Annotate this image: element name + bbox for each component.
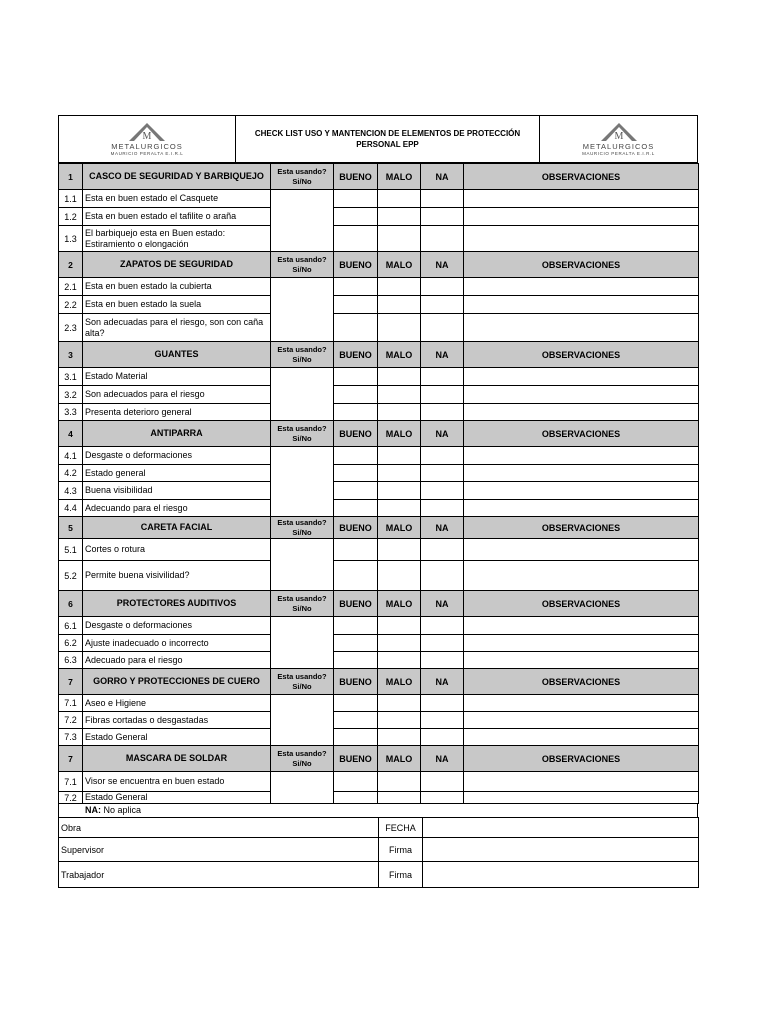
item-number: 1.2 — [59, 208, 83, 226]
bueno-cell[interactable] — [334, 635, 378, 652]
firma-label: Firma — [379, 862, 423, 888]
item-description: Estado general — [83, 465, 271, 482]
col-bueno: BUENO — [334, 164, 378, 190]
malo-cell[interactable] — [378, 500, 421, 517]
malo-cell[interactable] — [378, 635, 421, 652]
item-description: Esta en buen estado la cubierta — [83, 278, 271, 296]
bueno-cell[interactable] — [334, 695, 378, 712]
item-description: Adecuando para el riesgo — [83, 500, 271, 517]
observaciones-cell[interactable] — [464, 447, 699, 465]
na-cell[interactable] — [421, 465, 464, 482]
col-na: NA — [421, 591, 464, 617]
item-description: Estado General — [83, 792, 271, 804]
item-description: Desgaste o deformaciones — [83, 617, 271, 635]
col-observaciones: OBSERVACIONES — [464, 669, 699, 695]
svg-text:M: M — [142, 131, 152, 142]
bueno-cell[interactable] — [334, 296, 378, 314]
na-legend: NA: No aplica — [58, 804, 698, 817]
item-description: Ajuste inadecuado o incorrecto — [83, 635, 271, 652]
section-header-row — [59, 591, 699, 617]
item-number: 7.1 — [59, 695, 83, 712]
item-description: Buena visibilidad — [83, 482, 271, 500]
malo-cell[interactable] — [378, 465, 421, 482]
trabajador-signature-field[interactable] — [423, 862, 699, 888]
item-description: Fibras cortadas o desgastadas — [83, 712, 271, 729]
bueno-cell[interactable] — [334, 482, 378, 500]
firma-label: Firma — [379, 838, 423, 862]
item-number: 5.2 — [59, 561, 83, 591]
section-header-row — [59, 746, 699, 772]
checklist-item-row — [59, 617, 699, 635]
item-description: Estado Material — [83, 368, 271, 386]
checklist-item-row — [59, 208, 699, 226]
na-cell[interactable] — [421, 314, 464, 342]
esta-usando-field[interactable] — [271, 617, 334, 669]
malo-cell[interactable] — [378, 278, 421, 296]
item-description: Esta en buen estado el tafilite o araña — [83, 208, 271, 226]
checklist-item-row — [59, 368, 699, 386]
checklist-item-row — [59, 404, 699, 421]
checklist-item-row — [59, 386, 699, 404]
checklist-item-row — [59, 447, 699, 465]
col-observaciones: OBSERVACIONES — [464, 746, 699, 772]
esta-usando-field[interactable] — [271, 772, 334, 804]
esta-usando-field[interactable] — [271, 278, 334, 342]
checklist-item-row — [59, 729, 699, 746]
na-cell[interactable] — [421, 539, 464, 561]
malo-cell[interactable] — [378, 226, 421, 252]
section-title: CASCO DE SEGURIDAD Y BARBIQUEJO — [83, 164, 271, 190]
observaciones-cell[interactable] — [464, 368, 699, 386]
bueno-cell[interactable] — [334, 314, 378, 342]
checklist-item-row — [59, 278, 699, 296]
malo-cell[interactable] — [378, 729, 421, 746]
observaciones-cell[interactable] — [464, 226, 699, 252]
checklist-item-row — [59, 792, 699, 804]
bueno-cell[interactable] — [334, 368, 378, 386]
item-description: Permite buena visivilidad? — [83, 561, 271, 591]
col-observaciones: OBSERVACIONES — [464, 252, 699, 278]
col-malo: MALO — [378, 252, 421, 278]
malo-cell[interactable] — [378, 772, 421, 792]
na-cell[interactable] — [421, 296, 464, 314]
checklist-item-row — [59, 712, 699, 729]
col-na: NA — [421, 342, 464, 368]
item-description: Esta en buen estado el Casquete — [83, 190, 271, 208]
section-number: 7 — [59, 669, 83, 695]
fecha-label: FECHA — [379, 818, 423, 838]
section-number: 6 — [59, 591, 83, 617]
item-number: 3.1 — [59, 368, 83, 386]
section-header-row — [59, 421, 699, 447]
observaciones-cell[interactable] — [464, 314, 699, 342]
malo-cell[interactable] — [378, 208, 421, 226]
bueno-cell[interactable] — [334, 226, 378, 252]
form-header — [58, 115, 698, 163]
bueno-cell[interactable] — [334, 386, 378, 404]
checklist-table — [58, 163, 699, 804]
observaciones-cell[interactable] — [464, 617, 699, 635]
col-na: NA — [421, 252, 464, 278]
item-description: Desgaste o deformaciones — [83, 447, 271, 465]
col-bueno: BUENO — [334, 517, 378, 539]
malo-cell[interactable] — [378, 792, 421, 804]
col-na: NA — [421, 421, 464, 447]
bueno-cell[interactable] — [334, 792, 378, 804]
section-number: 1 — [59, 164, 83, 190]
section-title: GUANTES — [83, 342, 271, 368]
item-description: Presenta deterioro general — [83, 404, 271, 421]
section-title: CARETA FACIAL — [83, 517, 271, 539]
esta-usando-field[interactable] — [271, 368, 334, 421]
observaciones-cell[interactable] — [464, 695, 699, 712]
malo-cell[interactable] — [378, 539, 421, 561]
item-number: 1.3 — [59, 226, 83, 252]
na-cell[interactable] — [421, 729, 464, 746]
observaciones-cell[interactable] — [464, 296, 699, 314]
observaciones-cell[interactable] — [464, 652, 699, 669]
obra-label: Obra — [59, 818, 379, 838]
na-cell[interactable] — [421, 447, 464, 465]
observaciones-cell[interactable] — [464, 500, 699, 517]
esta-usando-field[interactable] — [271, 695, 334, 746]
col-bueno: BUENO — [334, 421, 378, 447]
col-observaciones: OBSERVACIONES — [464, 517, 699, 539]
na-cell[interactable] — [421, 226, 464, 252]
col-malo: MALO — [378, 669, 421, 695]
bueno-cell[interactable] — [334, 278, 378, 296]
col-malo: MALO — [378, 421, 421, 447]
section-number: 3 — [59, 342, 83, 368]
section-title: ZAPATOS DE SEGURIDAD — [83, 252, 271, 278]
col-malo: MALO — [378, 746, 421, 772]
col-malo: MALO — [378, 517, 421, 539]
malo-cell[interactable] — [378, 296, 421, 314]
malo-cell[interactable] — [378, 447, 421, 465]
logo-left — [59, 116, 235, 162]
bueno-cell[interactable] — [334, 404, 378, 421]
item-number: 1.1 — [59, 190, 83, 208]
na-cell[interactable] — [421, 712, 464, 729]
malo-cell[interactable] — [378, 190, 421, 208]
logo-subtitle: MAURICIO PERALTA E.I.R.L — [582, 151, 655, 156]
logo-brand: METALURGICOS — [582, 142, 655, 151]
item-number: 4.1 — [59, 447, 83, 465]
logo-mountain-icon — [599, 122, 639, 142]
item-number: 2.1 — [59, 278, 83, 296]
na-cell[interactable] — [421, 617, 464, 635]
na-cell[interactable] — [421, 792, 464, 804]
na-cell[interactable] — [421, 482, 464, 500]
malo-cell[interactable] — [378, 482, 421, 500]
section-title: GORRO Y PROTECCIONES DE CUERO — [83, 669, 271, 695]
col-esta-usando: Esta usando? Si/No — [271, 746, 334, 772]
checklist-item-row — [59, 772, 699, 792]
observaciones-cell[interactable] — [464, 482, 699, 500]
malo-cell[interactable] — [378, 314, 421, 342]
checklist-item-row — [59, 314, 699, 342]
col-na: NA — [421, 669, 464, 695]
trabajador-label: Trabajador — [59, 862, 379, 888]
na-cell[interactable] — [421, 208, 464, 226]
na-cell[interactable] — [421, 561, 464, 591]
col-na: NA — [421, 164, 464, 190]
checklist-item-row — [59, 190, 699, 208]
observaciones-cell[interactable] — [464, 729, 699, 746]
checklist-item-row — [59, 635, 699, 652]
section-number: 4 — [59, 421, 83, 447]
logo-right — [539, 116, 697, 162]
col-observaciones: OBSERVACIONES — [464, 421, 699, 447]
na-cell[interactable] — [421, 278, 464, 296]
col-esta-usando: Esta usando? Si/No — [271, 252, 334, 278]
item-number: 4.4 — [59, 500, 83, 517]
bueno-cell[interactable] — [334, 465, 378, 482]
bueno-cell[interactable] — [334, 712, 378, 729]
bueno-cell[interactable] — [334, 190, 378, 208]
na-cell[interactable] — [421, 500, 464, 517]
esta-usando-field[interactable] — [271, 447, 334, 517]
col-esta-usando: Esta usando? Si/No — [271, 591, 334, 617]
logo-subtitle: MAURICIO PERALTA E.I.R.L — [110, 151, 184, 156]
observaciones-cell[interactable] — [464, 772, 699, 792]
col-esta-usando: Esta usando? Si/No — [271, 342, 334, 368]
item-number: 6.3 — [59, 652, 83, 669]
bueno-cell[interactable] — [334, 729, 378, 746]
item-number: 3.3 — [59, 404, 83, 421]
section-header-row — [59, 164, 699, 190]
item-description: Estado General — [83, 729, 271, 746]
section-number: 2 — [59, 252, 83, 278]
col-malo: MALO — [378, 164, 421, 190]
malo-cell[interactable] — [378, 368, 421, 386]
na-cell[interactable] — [421, 190, 464, 208]
malo-cell[interactable] — [378, 712, 421, 729]
checklist-item-row — [59, 482, 699, 500]
bueno-cell[interactable] — [334, 500, 378, 517]
bueno-cell[interactable] — [334, 561, 378, 591]
observaciones-cell[interactable] — [464, 190, 699, 208]
col-observaciones: OBSERVACIONES — [464, 342, 699, 368]
supervisor-label: Supervisor — [59, 838, 379, 862]
col-malo: MALO — [378, 591, 421, 617]
malo-cell[interactable] — [378, 652, 421, 669]
bueno-cell[interactable] — [334, 447, 378, 465]
observaciones-cell[interactable] — [464, 404, 699, 421]
item-number: 4.2 — [59, 465, 83, 482]
item-number: 3.2 — [59, 386, 83, 404]
malo-cell[interactable] — [378, 561, 421, 591]
item-description: Cortes o rotura — [83, 539, 271, 561]
section-header-row — [59, 517, 699, 539]
col-bueno: BUENO — [334, 669, 378, 695]
checklist-sheet — [58, 115, 698, 888]
col-esta-usando: Esta usando? Si/No — [271, 421, 334, 447]
bueno-cell[interactable] — [334, 617, 378, 635]
col-na: NA — [421, 746, 464, 772]
logo-brand: METALURGICOS — [111, 142, 183, 151]
fecha-field[interactable] — [423, 818, 699, 838]
logo-mountain-icon — [127, 122, 167, 142]
item-number: 6.2 — [59, 635, 83, 652]
observaciones-cell[interactable] — [464, 539, 699, 561]
supervisor-signature-field[interactable] — [423, 838, 699, 862]
na-cell[interactable] — [421, 635, 464, 652]
checklist-item-row — [59, 296, 699, 314]
item-number: 7.2 — [59, 792, 83, 804]
bueno-cell[interactable] — [334, 772, 378, 792]
esta-usando-field[interactable] — [271, 539, 334, 591]
section-header-row — [59, 252, 699, 278]
item-description: Son adecuadas para el riesgo, son con caña alta? — [83, 314, 271, 342]
na-cell[interactable] — [421, 386, 464, 404]
section-title: ANTIPARRA — [83, 421, 271, 447]
observaciones-cell[interactable] — [464, 792, 699, 804]
section-number: 7 — [59, 746, 83, 772]
checklist-item-row — [59, 226, 699, 252]
na-cell[interactable] — [421, 652, 464, 669]
malo-cell[interactable] — [378, 386, 421, 404]
malo-cell[interactable] — [378, 617, 421, 635]
col-malo: MALO — [378, 342, 421, 368]
item-number: 2.2 — [59, 296, 83, 314]
na-cell[interactable] — [421, 695, 464, 712]
col-esta-usando: Esta usando? Si/No — [271, 164, 334, 190]
checklist-item-row — [59, 500, 699, 517]
checklist-item-row — [59, 561, 699, 591]
col-bueno: BUENO — [334, 252, 378, 278]
checklist-item-row — [59, 652, 699, 669]
observaciones-cell[interactable] — [464, 208, 699, 226]
item-number: 7.2 — [59, 712, 83, 729]
signature-table — [58, 817, 699, 888]
item-description: Adecuado para el riesgo — [83, 652, 271, 669]
item-number: 2.3 — [59, 314, 83, 342]
section-number: 5 — [59, 517, 83, 539]
svg-text:M: M — [614, 131, 623, 142]
item-description: Son adecuados para el riesgo — [83, 386, 271, 404]
item-number: 6.1 — [59, 617, 83, 635]
observaciones-cell[interactable] — [464, 635, 699, 652]
bueno-cell[interactable] — [334, 208, 378, 226]
malo-cell[interactable] — [378, 404, 421, 421]
section-header-row — [59, 669, 699, 695]
checklist-item-row — [59, 539, 699, 561]
col-bueno: BUENO — [334, 591, 378, 617]
malo-cell[interactable] — [378, 695, 421, 712]
section-title: PROTECTORES AUDITIVOS — [83, 591, 271, 617]
observaciones-cell[interactable] — [464, 712, 699, 729]
na-cell[interactable] — [421, 772, 464, 792]
observaciones-cell[interactable] — [464, 561, 699, 591]
checklist-item-row — [59, 465, 699, 482]
form-title: CHECK LIST USO Y MANTENCION DE ELEMENTOS DE PROTECCIÓN PERSONAL EPP — [235, 116, 539, 162]
observaciones-cell[interactable] — [464, 386, 699, 404]
col-observaciones: OBSERVACIONES — [464, 164, 699, 190]
observaciones-cell[interactable] — [464, 278, 699, 296]
col-esta-usando: Esta usando? Si/No — [271, 517, 334, 539]
col-bueno: BUENO — [334, 746, 378, 772]
item-description: Aseo e Higiene — [83, 695, 271, 712]
item-description: Visor se encuentra en buen estado — [83, 772, 271, 792]
bueno-cell[interactable] — [334, 652, 378, 669]
na-cell[interactable] — [421, 368, 464, 386]
item-description: El barbiquejo esta en Buen estado: Estiramiento o elongación — [83, 226, 271, 252]
checklist-item-row — [59, 695, 699, 712]
section-title: MASCARA DE SOLDAR — [83, 746, 271, 772]
bueno-cell[interactable] — [334, 539, 378, 561]
na-cell[interactable] — [421, 404, 464, 421]
col-na: NA — [421, 517, 464, 539]
item-number: 4.3 — [59, 482, 83, 500]
item-number: 5.1 — [59, 539, 83, 561]
col-bueno: BUENO — [334, 342, 378, 368]
item-description: Esta en buen estado la suela — [83, 296, 271, 314]
col-observaciones: OBSERVACIONES — [464, 591, 699, 617]
item-number: 7.3 — [59, 729, 83, 746]
esta-usando-field[interactable] — [271, 190, 334, 252]
observaciones-cell[interactable] — [464, 465, 699, 482]
section-header-row — [59, 342, 699, 368]
col-esta-usando: Esta usando? Si/No — [271, 669, 334, 695]
item-number: 7.1 — [59, 772, 83, 792]
